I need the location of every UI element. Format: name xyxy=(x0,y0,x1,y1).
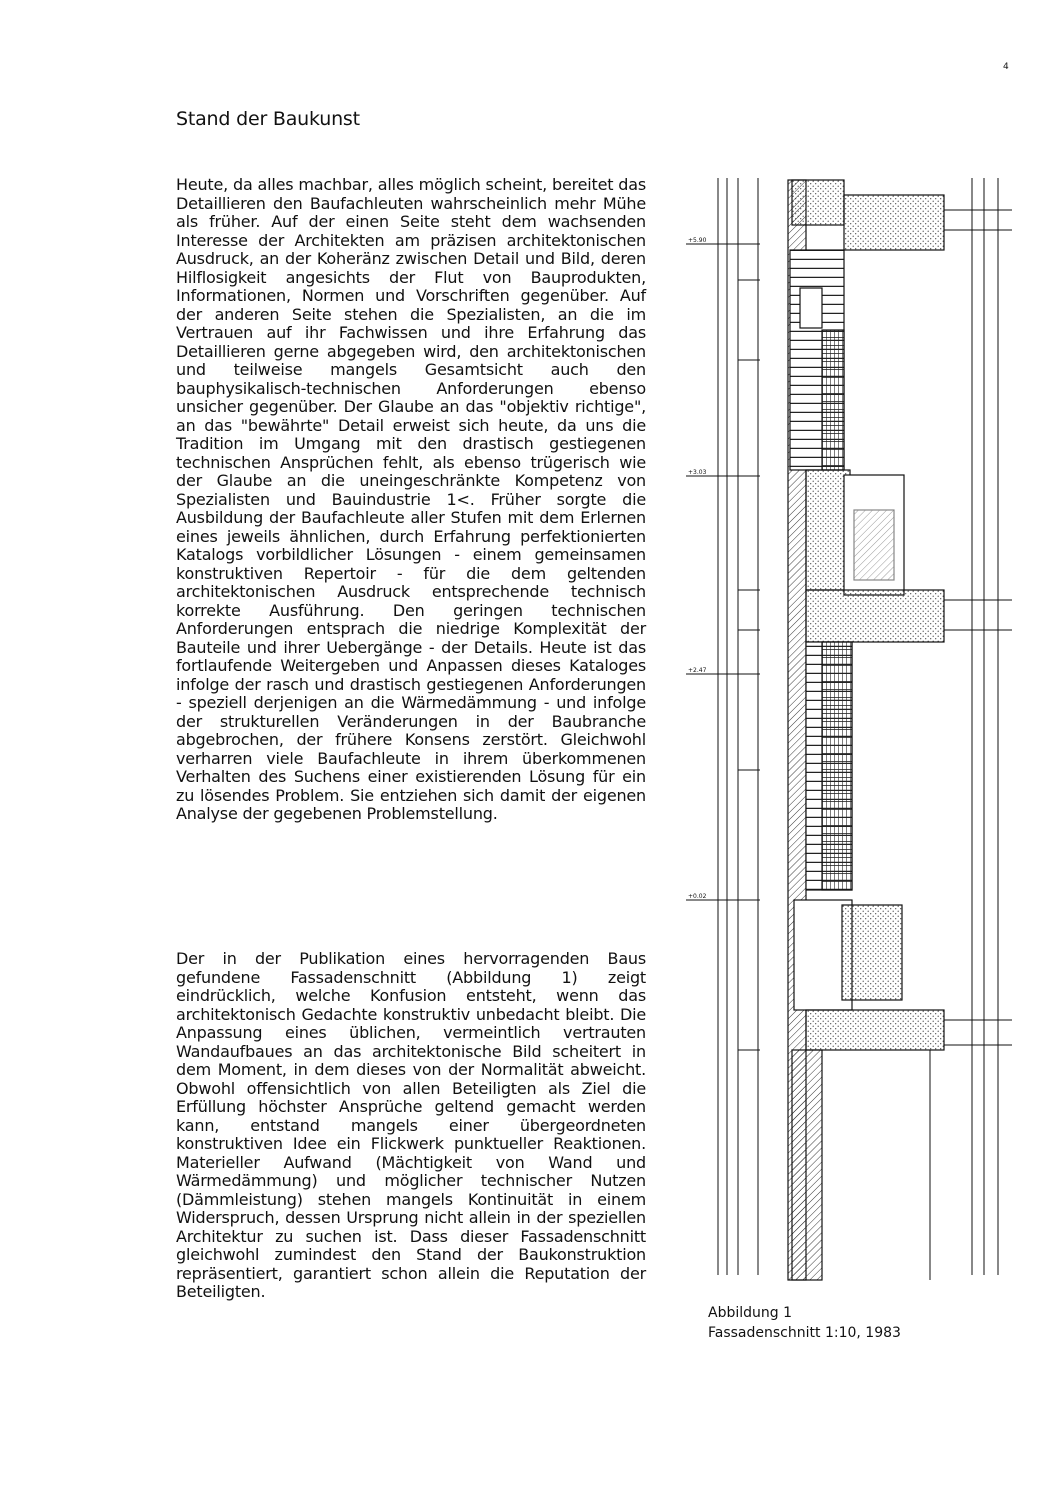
dimension-lines-left xyxy=(686,178,760,1275)
level-markers xyxy=(688,237,707,900)
wall-section xyxy=(788,180,944,1280)
caption-text: Fassadenschnitt 1:10, 1983 xyxy=(708,1325,901,1341)
body-paragraph-2: Der in der Publikation eines hervorragenden Baus gefundene Fassadenschnitt (Abbildung 1) zeigt eindrücklich, welche Konfusion entsteht, wenn das architektonisch Gedachte konstruktiv unbedacht bleibt. Die Anpassung eines üblichen, vermeintlich vertrauten Wandaufbaues an das architektonische Bild scheitert in dem Moment, in dem dieses von der Normalität abweicht. Obwohl offensichtlich von allen Beteiligten als Ziel die Erfüllung höchster Ansprüche geltend gemacht werden kann, entstand mangels einer übergeordneten konstruktiven Idee ein Flickwerk punktueller Reaktionen. Materieller Aufwand (Mächtigkeit von Wand und Wärmedämmung) und möglicher technischer Nutzen (Dämmleistung) stehen mangels Kontinuität in einem Widerspruch, dessen Ursprung nicht allein in der speziellen Architektur zu suchen ist. Dass dieser Fassadenschnitt gleichwohl zumindest den Stand der Baukonstruktion repräsentiert, garantiert schon allein die Reputation der Beteiligten. xyxy=(176,949,646,1301)
body-paragraph-1: Heute, da alles machbar, alles möglich scheint, bereitet das Detaillieren den Baufachleuten wahrscheinlich mehr Mühe als früher. Auf der einen Seite steht dem wachsenden Interesse der Architekten am präzisen architektonischen Ausdruck, an der Koheränz zwischen Detail und Bild, deren Hilflosigkeit angesichts der Flut von Bauprodukten, Informationen, Normen und Vorschriften gegenüber. Auf der anderen Seite stehen die Spezialisten, an die im Vertrauen auf ihr Fachwissen und ihre Erfahrung das Detaillieren gerne abgegeben wird, den architektonischen und teilweise mangels Gesamtsicht auch den bauphysikalisch-technischen Anforderungen ebenso unsicher gegenüber. Der Glaube an das "objektiv richtige", an das "bewährte" Detail erweist sich heute, da uns die Tradition im Umgang mit den drastisch gestiegenen technischen Ansprüchen fehlt, als ebenso trügerisch wie der Glaube an die uneingeschränkte Kompetenz von Spezialisten und Bauindustrie 1<. Früher sorgte die Ausbildung der Baufachleute aller Stufen mit dem Erlernen eines jeweils ähnlichen, durch Erfahrung perfektionierten Katalogs vorbildlicher Lösungen - einem gemeinsamen konstruktiven Repertoir - für die dem geltenden architektonischen Ausdruck entsprechende technisch korrekte Ausführung. Den geringen technischen Anforderungen entsprach die niedrige Komplexität der Bauteile und ihrer Uebergänge - der Details. Heute ist das fortlaufende Weitergeben und Anpassen dieses Kataloges infolge der rasch und drastisch gestiegenen Anforderungen - speziell derjenigen an die Wärmedämmung - und infolge der strukturellen Veränderungen in der Baubranche abgebrochen, der frühere Konsens zerstört. Gleichwohl verharren viele Baufachleute in ihrem überkommenen Verhalten des Suchens einer existierenden Lösung für ein zu lösendes Problem. Sie entziehen sich damit der eigenen Analyse der gegebenen Problemstellung. xyxy=(176,175,646,823)
level-marker-002: +0.02 xyxy=(688,893,707,900)
facade-section-drawing xyxy=(682,170,1022,1290)
level-marker-590: +5.90 xyxy=(688,237,707,244)
figure-caption xyxy=(708,1303,901,1343)
page-number: 4 xyxy=(1003,62,1009,72)
level-marker-247: +2.47 xyxy=(688,667,707,674)
dimension-lines-right xyxy=(930,178,1012,1280)
caption-title: Abbildung 1 xyxy=(708,1305,793,1321)
level-marker-303: +3.03 xyxy=(688,469,707,476)
section-heading: Stand der Baukunst xyxy=(176,108,360,130)
